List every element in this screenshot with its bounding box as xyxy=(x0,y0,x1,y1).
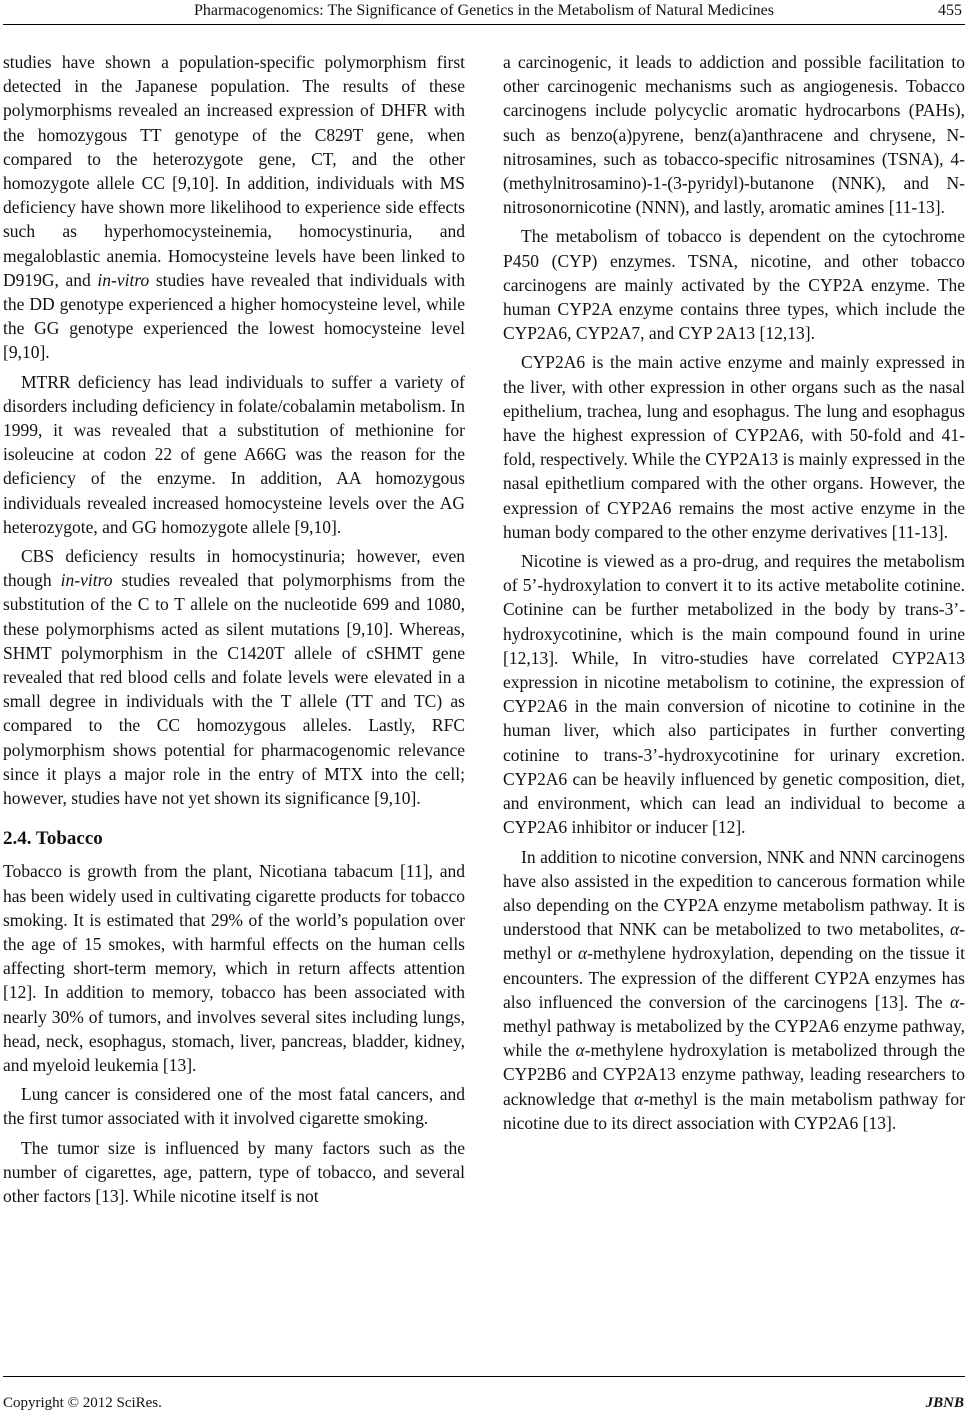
paragraph: The metabolism of tobacco is dependent on the cytochrome P450 (CYP) enzymes. TSNA, nicotine, and other tobacco carcinogens are mainly activated by the CYP2A enzyme. The human CYP2A enzyme contains three types, which include the CYP2A6, CYP2A7, and CYP 2A13 [12,13]. xyxy=(503,226,965,344)
paragraph: Tobacco is growth from the plant, Nicotiana tabacum [11], and has been widely used in cultivating cigarette products for tobacco smoking. It is estimated that 29% of the world’s population over the age of 15 smokes, with harmful effects on the human cells affecting short-term memory, which in return affects attention [12]. In addition to memory, tobacco has been associated with nearly 30% of tumors, and involves several sites including lungs, head, neck, esophagus, stomach, liver, pancreas, bladder, kidney, and myeloid leukemia [13]. xyxy=(3,861,465,1075)
paragraph: CBS deficiency results in homocystinuria; however, even though in-vitro studies revealed that polymorphisms from the substitution of the C to T allele on the nucleotide 699 and 1080, these polymorphisms acted as silent mutations [9,10]. Whereas, SHMT polymorphism in the C1420T allele of cSHMT gene revealed that red blood cells and folate levels were elevated in a small degree in individuals with the T allele (TT and TC) as compared to the CC homozygous alleles. Lastly, RFC polymorphism shows potential for pharmacogenomic relevance since it plays a major role in the entry of MTX into the cell; however, studies have not yet shown its significance [9,10]. xyxy=(3,546,465,809)
paragraph: Nicotine is viewed as a pro-drug, and requires the metabolism of 5’-hydroxylation to convert it to its active metabolite cotinine. Cotinine can be further metabolized in the body by trans-3’-hydroxycotinine, which is the main compound found in urine [12,13]. While, In vitro-studies have correlated CYP2A13 expression in nicotine metabolism to cotinine, the expression of CYP2A6 in the main conversion of nicotine to cotinine in the human liver, which also participates in further converting cotinine to trans-3’-hydroxycotinine for urinary excretion. CYP2A6 can be heavily influenced by genetic composition, diet, and environment, which can lead an individual to become a CYP2A6 inhibitor or inducer [12]. xyxy=(503,551,965,838)
running-header xyxy=(0,0,968,26)
paragraph: CYP2A6 is the main active enzyme and mainly expressed in the liver, with other expression in other organs such as the nasal epithelium, trachea, lung and esophagus. The lung and esophagus have the highest expression of CYP2A6, with 50-fold and 41-fold, respectively. While the CYP2A13 is mainly expressed in the nasal epithetlium compared with the other organs. However, the expression of CYP2A6 remains the most active enzyme in the human body compared to the other enzyme derivatives [11-13]. xyxy=(503,352,965,542)
copyright-text: Copyright © 2012 SciRes. xyxy=(3,1395,162,1411)
right-column xyxy=(503,50,965,1140)
paragraph: a carcinogenic, it leads to addiction and possible facilitation to other carcinogenic mechanisms such as angiogenesis. Tobacco carcinogens include polycyclic aromatic hydrocarbons (PAHs), such as benzo(a)pyrene, benz(a)anthracene and chrysene, N-nitrosamines, such as tobacco-specific nitrosamines (TSNA), 4-(methylnitrosamino)-1-(3-pyridyl)-butanone (NNK), and N-nitrosonornicotine (NNN), and lastly, aromatic amines [11-13]. xyxy=(503,52,965,218)
header-rule xyxy=(3,24,965,25)
paragraph: In addition to nicotine conversion, NNK and NNN carcinogens have also assisted in the expedition to cancerous formation while also depending on the CYP2A enzyme metabolism pathway. It is understood that NNK can be metabolized to two metabolites, α-methyl or α-methylene hydroxylation, depending on the tissue it encounters. The expression of the different CYP2A enzymes has also influenced the conversion of the carcinogens [13]. The α-methyl pathway is metabolized by the CYP2A6 enzyme pathway, while the α-methylene hydroxylation is metabolized through the CYP2B6 and CYP2A13 enzyme pathway, leading researchers to acknowledge that α-methyl is the main metabolism pathway for nicotine due to its direct association with CYP2A6 [13]. xyxy=(503,846,966,1133)
left-column xyxy=(3,50,465,1213)
header-title: Pharmacogenomics: The Significance of Genetics in the Metabolism of Natural Medicines xyxy=(194,2,774,19)
section-heading: 2.4. Tobacco xyxy=(3,828,103,850)
paragraph: studies have shown a population-specific polymorphism first detected in the Japanese population. The results of these polymorphisms revealed an increased expression of DHFR with the homozygous TT genotype of the C829T gene, when compared to the heterozygote gene, CT, and the other homozygote allele CC [9,10]. In addition, individuals with MS deficiency have shown more likelihood to experience side effects such as hyperhomocysteinemia, homocystinuria, and megaloblastic anemia. Homocysteine levels have been linked to D919G, and in-vitro studies have revealed that individuals with the DD genotype experienced a higher homocysteine level, while the GG genotype experienced the lowest homocysteine level [9,10]. xyxy=(3,52,465,363)
page-number: 455 xyxy=(938,2,962,19)
paragraph: Lung cancer is considered one of the most fatal cancers, and the first tumor associated with it involved cigarette smoking. xyxy=(3,1084,465,1129)
page-footer xyxy=(0,1376,968,1411)
footer-rule xyxy=(3,1376,965,1377)
journal-name: JBNB xyxy=(925,1395,964,1411)
paragraph: MTRR deficiency has lead individuals to suffer a variety of disorders including deficiency in folate/cobalamin metabolism. In 1999, it was revealed that a substitution of methionine for isoleucine at codon 22 of gene A66G was the reason for the deficiency of the enzyme. In addition, AA homozygous individuals revealed increased homocysteine levels over the AG heterozygote, and GG homozygote allele [9,10]. xyxy=(3,371,465,537)
paragraph: The tumor size is influenced by many factors such as the number of cigarettes, age, pattern, type of tobacco, and several other factors [13]. While nicotine itself is not xyxy=(3,1137,465,1206)
